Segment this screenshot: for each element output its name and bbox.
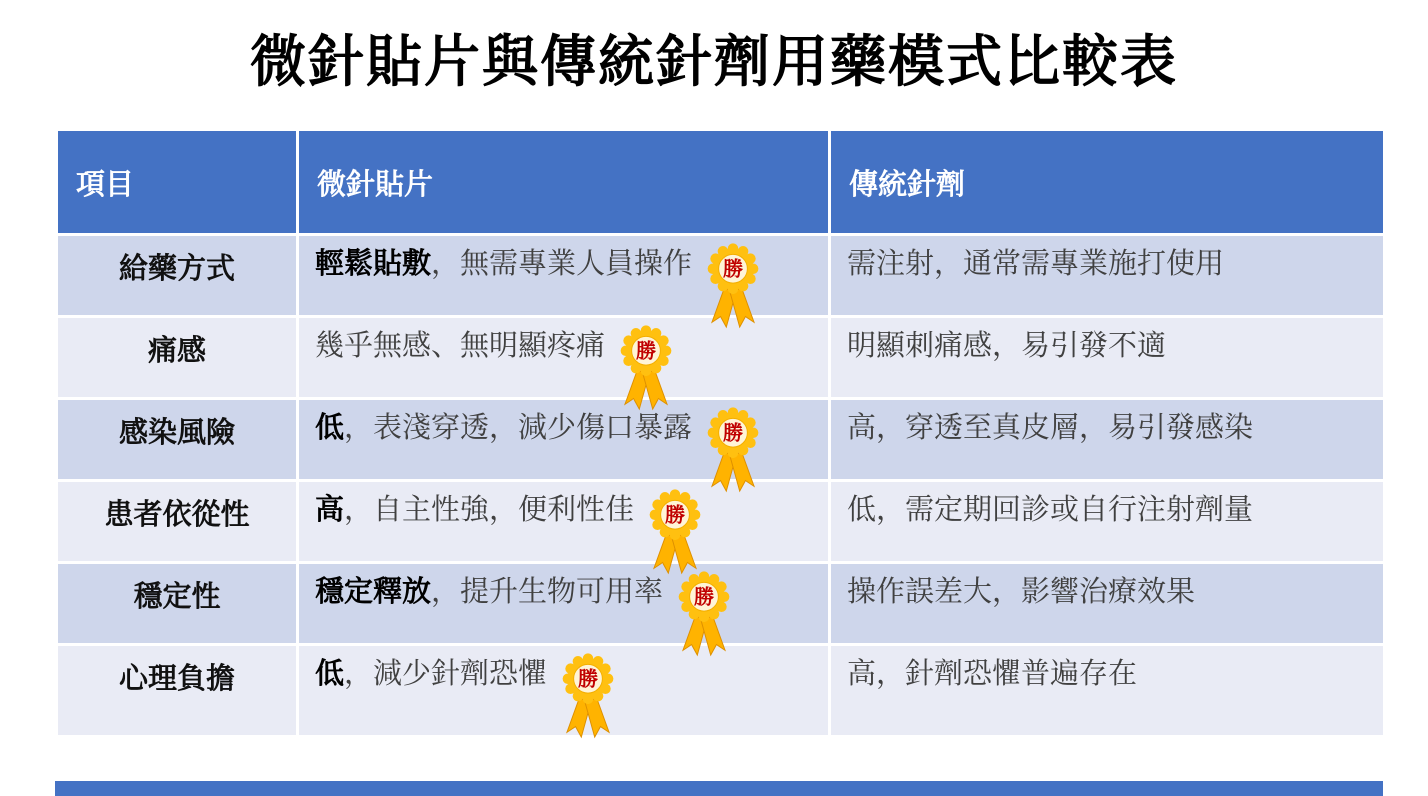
- table-row: [57, 235, 1385, 317]
- svg-text:勝: 勝: [577, 668, 599, 691]
- patch-text: ，表淺穿透，減少傷口暴露: [344, 412, 693, 444]
- patch-highlight: 輕鬆貼敷: [315, 248, 432, 280]
- patch-cell: [298, 645, 830, 737]
- win-ribbon-icon: [673, 568, 735, 658]
- patch-highlight: 穩定釋放: [315, 576, 432, 608]
- win-badge: [702, 246, 764, 298]
- header-item: 項目: [57, 130, 298, 235]
- comparison-table: [55, 128, 1386, 738]
- patch-highlight: 低: [315, 658, 345, 690]
- svg-text:勝: 勝: [722, 258, 744, 281]
- header-injection: 傳統針劑: [830, 130, 1385, 235]
- win-badge: [644, 492, 706, 544]
- table-row: [57, 399, 1385, 481]
- item-cell: 心理負擔: [57, 645, 298, 737]
- win-ribbon-icon: [644, 486, 706, 576]
- patch-cell: [298, 235, 830, 317]
- patch-cell: [298, 563, 830, 645]
- win-ribbon-icon: [702, 404, 764, 494]
- item-cell: 穩定性: [57, 563, 298, 645]
- injection-cell: 高，穿透至真皮層，易引發感染: [830, 399, 1385, 481]
- svg-text:勝: 勝: [635, 340, 657, 363]
- win-badge: [702, 410, 764, 462]
- injection-cell: 低，需定期回診或自行注射劑量: [830, 481, 1385, 563]
- patch-cell: [298, 399, 830, 481]
- injection-cell: 高，針劑恐懼普遍存在: [830, 645, 1385, 737]
- win-badge: [673, 574, 735, 626]
- header-patch: 微針貼片: [298, 130, 830, 235]
- injection-cell: 明顯刺痛感，易引發不適: [830, 317, 1385, 399]
- patch-text: ，減少針劑恐懼: [344, 658, 548, 690]
- table-row: [57, 563, 1385, 645]
- svg-text:勝: 勝: [722, 422, 744, 445]
- patch-text: 幾乎無感、無明顯疼痛: [315, 330, 606, 362]
- win-ribbon-icon: [615, 322, 677, 412]
- win-badge: [615, 328, 677, 380]
- win-ribbon-icon: [702, 240, 764, 330]
- item-cell: 感染風險: [57, 399, 298, 481]
- table-bottom-bar: [55, 781, 1383, 796]
- item-cell: 痛感: [57, 317, 298, 399]
- svg-text:勝: 勝: [664, 504, 686, 527]
- patch-text: ，自主性強，便利性佳: [344, 494, 635, 526]
- injection-cell: 需注射，通常需專業施打使用: [830, 235, 1385, 317]
- patch-highlight: 低: [315, 412, 345, 444]
- win-ribbon-icon: [557, 650, 619, 740]
- item-cell: 患者依從性: [57, 481, 298, 563]
- header-row: [57, 130, 1385, 235]
- patch-highlight: 高: [315, 494, 345, 526]
- patch-text: ，提升生物可用率: [431, 576, 664, 608]
- page-title: 微針貼片與傳統針劑用藥模式比較表: [250, 30, 1178, 93]
- win-badge: [557, 656, 619, 708]
- injection-cell: 操作誤差大，影響治療效果: [830, 563, 1385, 645]
- patch-text: ，無需專業人員操作: [431, 248, 693, 280]
- table-row: [57, 645, 1385, 737]
- svg-text:勝: 勝: [693, 586, 715, 609]
- item-cell: 給藥方式: [57, 235, 298, 317]
